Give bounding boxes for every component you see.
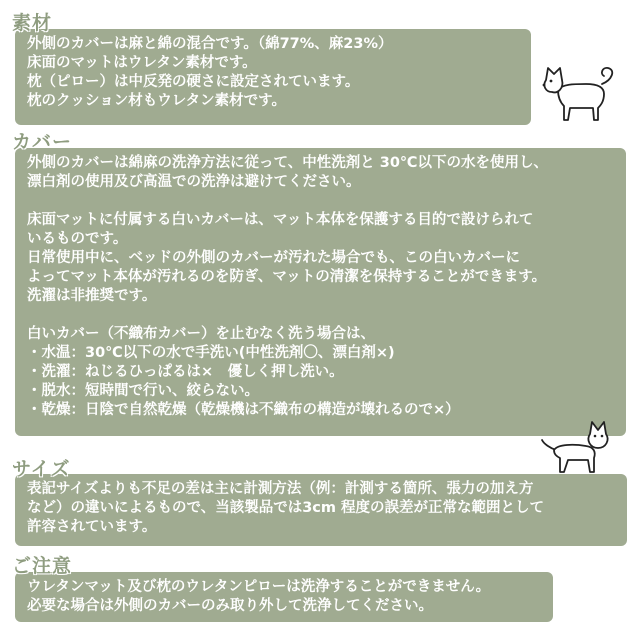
cover-paragraph-wash-steps: 白いカバー（不織布カバー）を止むなく洗う場合は、 ・水温：30℃以下の水で手洗い(中性洗剤〇、漂白剤×) ・洗濯：ねじるひっぱるは× 優しく押し洗い。 ・脱水：短時間で行い、絞らない。 ・乾燥：日陰で自然乾燥（乾燥機は不織布の構造が壊れるので×） (27, 326, 460, 418)
notes-box (15, 572, 553, 622)
material-line: 枕（ピロー）は中反発の硬さに設定されています。 (27, 74, 360, 90)
section-heading-material: 素材 (12, 12, 53, 34)
cover-box (15, 148, 626, 436)
material-line: 枕のクッション材もウレタン素材です。 (27, 93, 286, 109)
material-line: 外側のカバーは麻と綿の混合です。（綿77%、麻23%） (27, 36, 393, 52)
cover-paragraph-washing: 外側のカバーは綿麻の洗浄方法に従って、中性洗剤と 30℃以下の水を使用し、 漂白剤の使用及び高温での洗浄は避けてください。 (27, 155, 548, 190)
section-heading-size: サイズ (12, 458, 71, 480)
size-text: 表記サイズよりも不足の差は主に計測方法（例：計測する箇所、張力の加え方 など）の違いによるもので、当該製品では3cm 程度の誤差が正常な範囲として 許容されています。 (27, 481, 545, 535)
chihuahua-dog-icon (538, 420, 616, 476)
material-line: 床面のマットはウレタン素材です。 (27, 55, 257, 71)
notes-text: ウレタンマット及び枕のウレタンピローは洗浄することができません。 必要な場合は外側のカバーのみ取り外して洗浄してください。 (27, 579, 491, 614)
section-heading-cover: カバー (12, 131, 73, 153)
cover-paragraph-white-cover: 床面マットに付属する白いカバーは、マット本体を保護する目的で設けられて いるものです。 日常使用中に、ベッドの外側のカバーが汚れた場合でも、この白いカバーに よってマット本体が汚れるのを防ぎ、マットの清潔を保持することができます。 洗濯は非推奨です。 (27, 212, 547, 304)
material-box (15, 29, 531, 125)
size-box (15, 474, 627, 546)
shiba-dog-icon (540, 62, 620, 124)
section-heading-notes: ご注意 (12, 555, 73, 577)
